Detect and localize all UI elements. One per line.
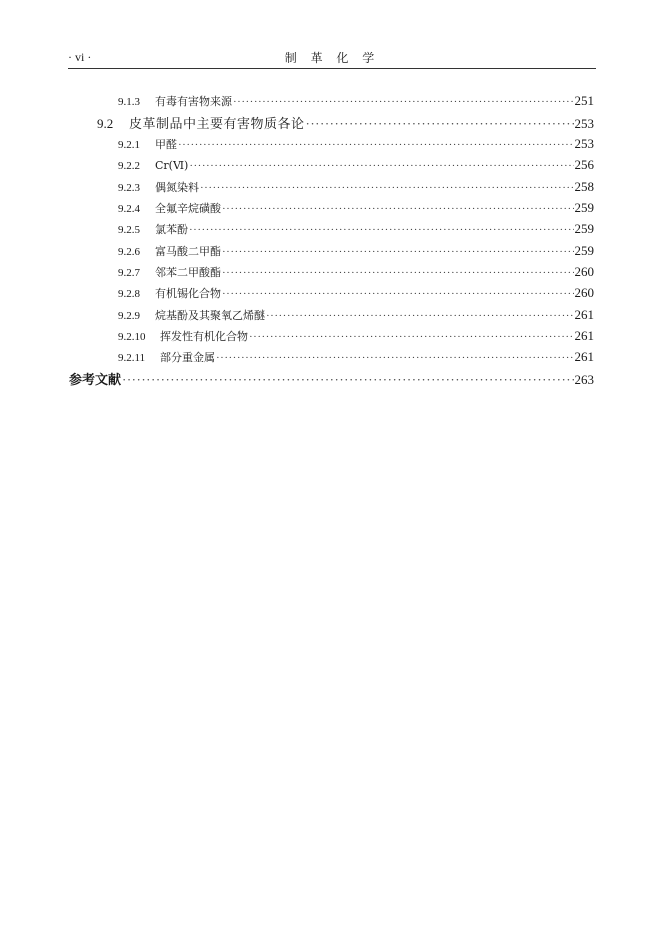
toc-entry-page: 260 bbox=[574, 285, 594, 300]
toc-entry-title: 全氟辛烷磺酸 bbox=[155, 202, 221, 215]
toc-entry-9-2-7[interactable] bbox=[118, 264, 594, 280]
dot-leader bbox=[222, 203, 574, 215]
toc-entry-number: 9.2 bbox=[97, 116, 114, 131]
toc-entry-9-2-6[interactable] bbox=[118, 243, 594, 259]
dot-leader bbox=[222, 267, 574, 279]
toc-entry-number: 9.2.10 bbox=[118, 331, 146, 343]
toc-entry-number: 9.2.2 bbox=[118, 160, 140, 172]
dot-leader bbox=[200, 182, 574, 194]
dot-leader bbox=[222, 288, 574, 300]
toc-entry-title: 部分重金属 bbox=[160, 351, 215, 364]
toc-entry-title: 氯苯酚 bbox=[155, 223, 188, 236]
toc-entry-9-2-5[interactable] bbox=[118, 221, 594, 237]
toc-entry-title: 烷基酚及其聚氧乙烯醚 bbox=[155, 309, 265, 322]
toc-entry-number: 9.2.4 bbox=[118, 203, 140, 215]
toc-entry-title: 参考文献 bbox=[69, 373, 122, 388]
toc-entry-9-2-10[interactable] bbox=[118, 328, 594, 344]
toc-entry-page: 261 bbox=[574, 307, 594, 322]
toc-entry-9-2-3[interactable] bbox=[118, 179, 594, 195]
toc-entry-page: 259 bbox=[574, 243, 594, 258]
toc-entry-page: 263 bbox=[574, 372, 594, 387]
toc-entry-title: 邻苯二甲酸酯 bbox=[155, 266, 221, 279]
toc-entry-page: 253 bbox=[574, 136, 594, 151]
toc-entry-page: 258 bbox=[574, 179, 594, 194]
toc-entry-page: 261 bbox=[574, 328, 594, 343]
dot-leader bbox=[233, 96, 574, 108]
toc-entry-9-2-11[interactable] bbox=[118, 349, 594, 365]
toc-section-9-2[interactable] bbox=[97, 113, 594, 132]
dot-leader bbox=[189, 160, 573, 172]
dot-leader bbox=[222, 246, 574, 258]
dot-leader bbox=[216, 352, 574, 364]
toc-entry-page: 253 bbox=[574, 116, 594, 131]
dot-leader bbox=[266, 310, 574, 322]
toc-entry-9-2-1[interactable] bbox=[118, 136, 594, 152]
running-title: 制 革 化 学 bbox=[284, 51, 380, 65]
toc-entry-page: 259 bbox=[574, 200, 594, 215]
toc-entry-title: 有机锡化合物 bbox=[155, 287, 221, 300]
toc-entry-page: 260 bbox=[574, 264, 594, 279]
toc-entry-9-2-8[interactable] bbox=[118, 285, 594, 301]
toc-entry-number: 9.2.7 bbox=[118, 267, 140, 279]
toc-entry-9-2-2[interactable] bbox=[118, 157, 594, 173]
toc-entry-page: 261 bbox=[574, 349, 594, 364]
dot-leader bbox=[178, 139, 574, 151]
toc-entry-title: 偶氮染料 bbox=[155, 181, 199, 194]
toc-entry-number: 9.2.1 bbox=[118, 139, 140, 151]
page-number: · vi · bbox=[68, 50, 92, 64]
toc-entry-9-2-9[interactable] bbox=[118, 307, 594, 323]
toc-entry-title: 甲醛 bbox=[155, 138, 177, 151]
toc-entry-title: 有毒有害物来源 bbox=[155, 95, 232, 108]
toc-entry-number: 9.2.5 bbox=[118, 224, 140, 236]
toc-entry-title: 挥发性有机化合物 bbox=[160, 330, 248, 343]
toc-entry-number: 9.2.3 bbox=[118, 182, 140, 194]
toc-entry-number: 9.2.6 bbox=[118, 246, 140, 258]
toc-entry-page: 259 bbox=[574, 221, 594, 236]
toc-entry-number: 9.2.11 bbox=[118, 352, 146, 364]
toc-entry-9-2-4[interactable] bbox=[118, 200, 594, 216]
toc-entry-number: 9.2.9 bbox=[118, 310, 140, 322]
toc-entry-title: 皮革制品中主要有害物质各论 bbox=[129, 117, 305, 132]
toc-entry-title: Cr(Ⅵ) bbox=[155, 159, 189, 172]
toc-entry-page: 251 bbox=[574, 93, 594, 108]
toc-entry-title: 富马酸二甲酯 bbox=[155, 245, 221, 258]
toc-entry-number: 9.1.3 bbox=[118, 96, 140, 108]
toc-entry-9-1-3[interactable] bbox=[118, 93, 594, 109]
toc-entry-page: 256 bbox=[574, 157, 594, 172]
toc-entry-references[interactable] bbox=[69, 369, 594, 388]
dot-leader bbox=[249, 331, 574, 343]
toc-entry-number: 9.2.8 bbox=[118, 288, 140, 300]
dot-leader bbox=[306, 116, 574, 132]
dot-leader bbox=[189, 224, 574, 236]
dot-leader bbox=[122, 372, 573, 388]
